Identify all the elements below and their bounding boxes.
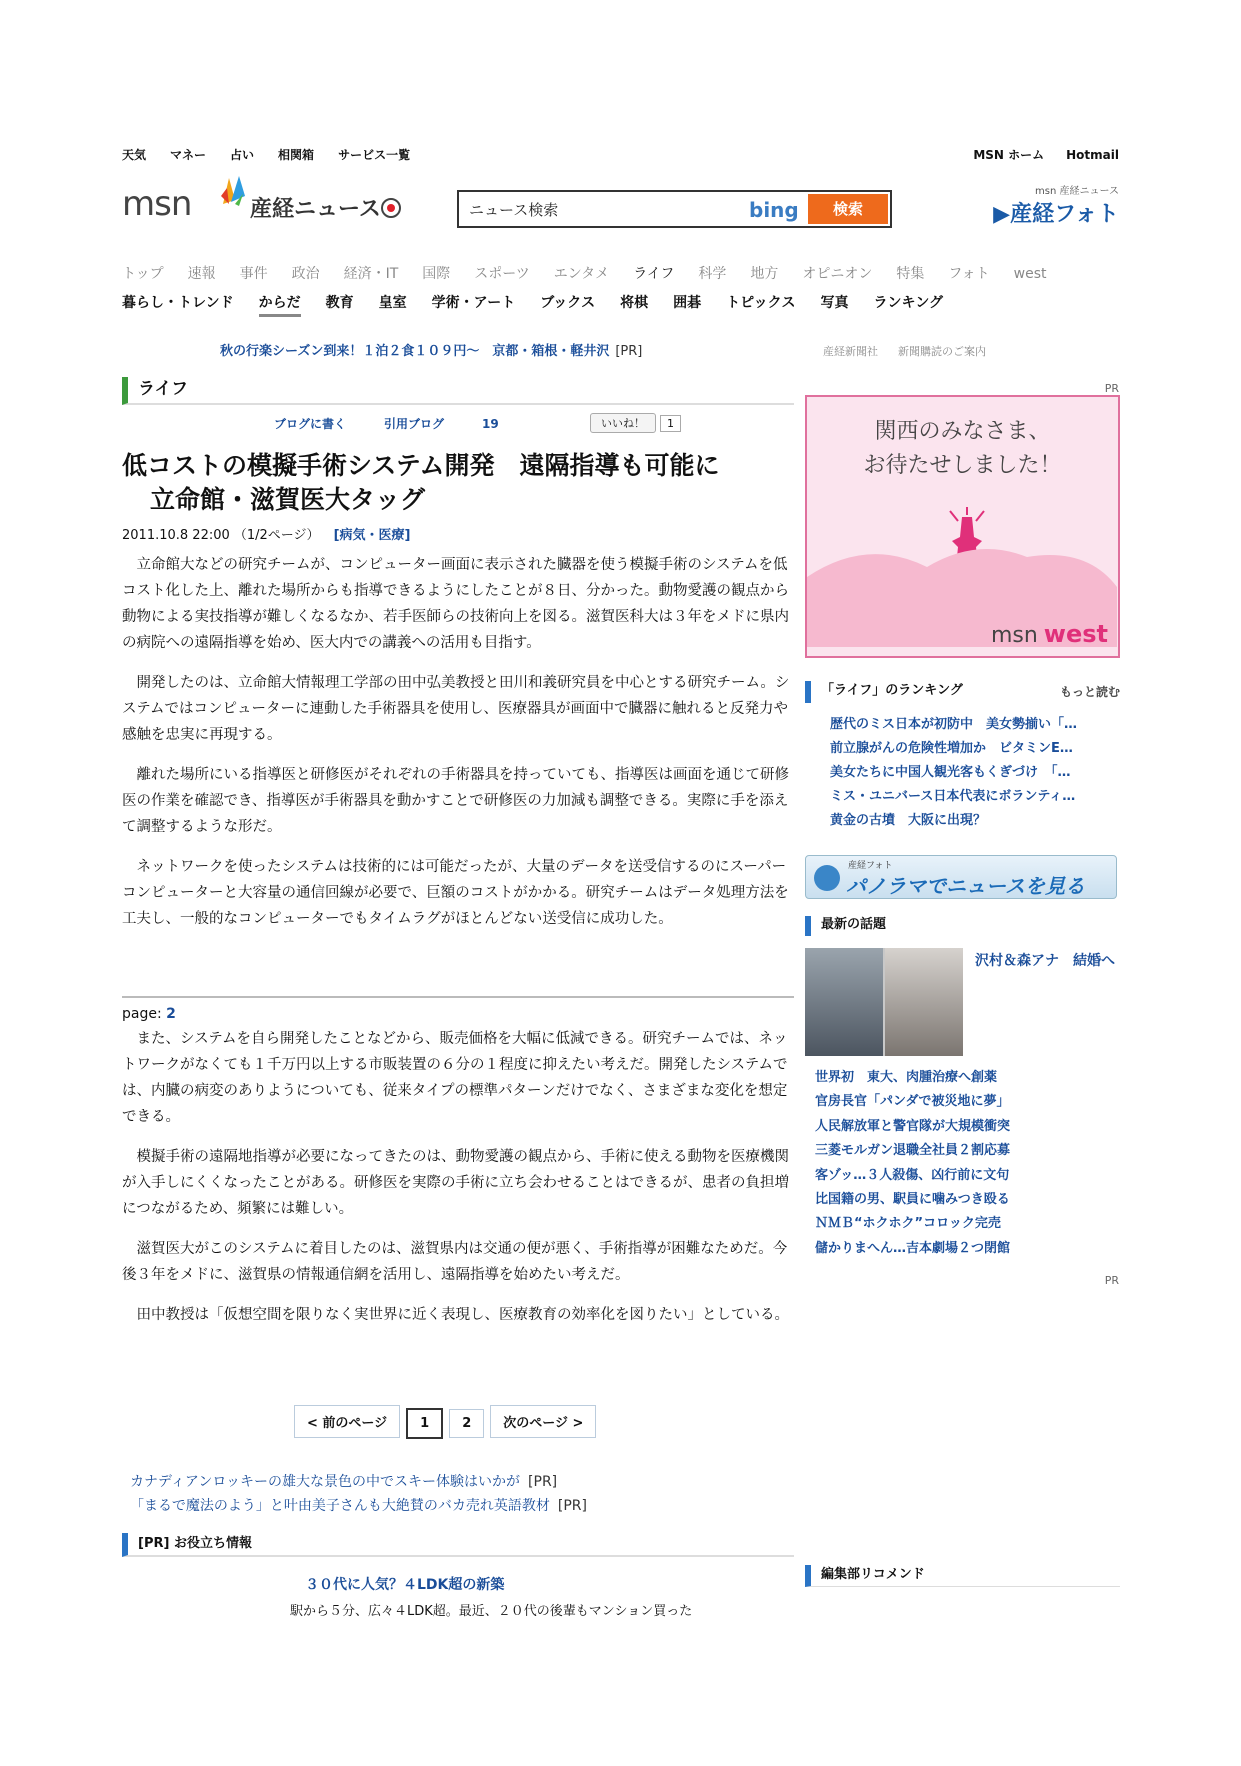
article-paragraph: 開発したのは、立命館大情報理工学部の田中弘美教授と田川和義研究員を中心とする研究チーム。システムではコンピューターに連動した手術器具を使用し、医療器具が画面中で臓器に触れると反発力や感触を忠実に再現する。 bbox=[122, 675, 790, 743]
like-widget bbox=[590, 413, 681, 433]
article-paragraph: 立命館大などの研究チームが、コンピューター画面に表示された臓器を使う模擬手術のシステムを低コスト化した上、離れた場所からも指導できるようにしたことが８日、分かった。動物愛護の観点から動物による実技指導が難しくなるなか、若手医師らの技術向上を図る。滋賀医科大は３年をメドに県内の病院への遠隔指導を始め、医大内での講義への活用も目指す。 bbox=[122, 557, 789, 651]
bing-logo: bing bbox=[749, 198, 799, 222]
nav-incidents[interactable]: 事件 bbox=[239, 266, 268, 282]
nav-world[interactable]: 国際 bbox=[422, 266, 451, 282]
util-services[interactable]: サービス一覧 bbox=[338, 148, 411, 162]
subnav-photos[interactable]: 写真 bbox=[820, 295, 849, 311]
page-number: 2 bbox=[166, 1006, 176, 1022]
news-photo[interactable] bbox=[805, 948, 963, 1056]
ranking-header: 「ライフ」のランキング もっと読む bbox=[805, 681, 1120, 703]
pr-link[interactable]: 「まるで魔法のよう」と叶由美子さんも大絶賛のバカ売れ英語教材 [PR] bbox=[130, 1498, 587, 1514]
panorama-banner[interactable] bbox=[805, 855, 1117, 899]
photo-logo-top: msn 産経ニュース bbox=[1035, 186, 1119, 197]
latest-topics-header: 最新の話題 bbox=[805, 916, 1120, 936]
corp-link-subscribe[interactable]: 新聞購読のご案内 bbox=[898, 345, 986, 358]
subnav-shogi[interactable]: 将棋 bbox=[620, 295, 649, 311]
ranking-more-link[interactable]: もっと読む bbox=[1059, 685, 1120, 699]
pr-label: PR bbox=[1104, 382, 1119, 395]
photo-caption[interactable]: 沢村＆森アナ 結婚へ bbox=[975, 953, 1115, 969]
subnav-imperial[interactable]: 皇室 bbox=[378, 295, 407, 311]
subnav-ranking[interactable]: ランキング bbox=[873, 295, 944, 311]
subnav-education[interactable]: 教育 bbox=[325, 295, 354, 311]
nav-top[interactable]: トップ bbox=[122, 266, 164, 282]
cite-count: 19 bbox=[482, 417, 499, 431]
page-2-button[interactable]: 2 bbox=[449, 1409, 484, 1438]
page-1-button[interactable]: 1 bbox=[406, 1408, 443, 1439]
nav-sports[interactable]: スポーツ bbox=[474, 266, 530, 282]
ranking-item[interactable]: 黄金の古墳 大阪に出現？ bbox=[830, 813, 987, 828]
subnav-go[interactable]: 囲碁 bbox=[673, 295, 702, 311]
latest-list bbox=[815, 1066, 1010, 1261]
ranking-list bbox=[830, 713, 1077, 833]
article-headline bbox=[122, 449, 802, 517]
article-date: 2011.10.8 22:00 （1/2ページ） bbox=[122, 528, 320, 543]
article-paragraph: 離れた場所にいる指導医と研修医がそれぞれの手術器具を持っていても、指導医は画面を通じて研修医の作業を確認でき、指導医が手術器具を動かすことで研修医の力加減も調整できる。実際に手を添えて調整するような形だ。 bbox=[122, 767, 789, 835]
pagination bbox=[294, 1405, 602, 1439]
useful-info-header: [PR] お役立ち情報 bbox=[122, 1533, 794, 1557]
nav-entertainment[interactable]: エンタメ bbox=[553, 266, 610, 282]
latest-item[interactable]: 三菱モルガン退職全社員２割応募 bbox=[815, 1143, 1011, 1159]
like-button[interactable]: いいね！ bbox=[590, 413, 656, 433]
pr-top-link[interactable]: 秋の行楽シーズン到来！１泊２食１０９円〜 京都・箱根・軽井沢 [PR] bbox=[220, 344, 643, 359]
nav-economy[interactable]: 経済・IT bbox=[343, 266, 399, 282]
article-body-page1 bbox=[122, 552, 794, 946]
corp-link-company[interactable]: 産経新聞社 bbox=[823, 345, 878, 358]
msn-west-banner[interactable] bbox=[805, 395, 1120, 658]
nav-west[interactable]: west bbox=[1013, 266, 1047, 282]
article-paragraph: ネットワークを使ったシステムは技術的には可能だったが、大量のデータを送受信するのにスーパーコンピューターと大容量の通信回線が必要で、巨額のコストがかかる。研究チームはデータ処理方法を工夫し、一般的なコンピューターでもタイムラグがほとんどない送受信に成功した。 bbox=[122, 859, 789, 927]
util-weather[interactable]: 天気 bbox=[122, 148, 147, 162]
secondary-nav bbox=[122, 292, 968, 312]
nav-politics[interactable]: 政治 bbox=[291, 266, 320, 282]
nav-breaking[interactable]: 速報 bbox=[187, 266, 216, 282]
util-advice[interactable]: 相関箱 bbox=[278, 148, 315, 162]
site-logo[interactable] bbox=[122, 170, 412, 230]
photo-right bbox=[885, 948, 963, 1056]
corp-links bbox=[823, 343, 1006, 359]
nav-life[interactable]: ライフ bbox=[633, 266, 675, 282]
latest-item[interactable]: 世界初 東大、肉腫治療へ創薬 bbox=[815, 1070, 998, 1085]
pr-links bbox=[130, 1470, 587, 1518]
butterfly-icon bbox=[217, 174, 247, 208]
banner-brand: msn west bbox=[990, 620, 1108, 648]
subnav-topics[interactable]: トピックス bbox=[726, 295, 796, 311]
ranking-item[interactable]: 前立腺がんの危険性増加か ビタミンE… bbox=[830, 741, 1073, 756]
ranking-item[interactable]: 歴代のミス日本が初防中 美女勢揃い「… bbox=[830, 717, 1078, 732]
article-body-page2 bbox=[122, 1026, 794, 1342]
blog-bar bbox=[274, 415, 537, 432]
photo-left bbox=[805, 948, 883, 1056]
play-icon: ▶ bbox=[993, 202, 1011, 227]
nav-local[interactable]: 地方 bbox=[750, 266, 779, 282]
360-icon bbox=[812, 863, 842, 893]
utility-nav bbox=[122, 146, 434, 163]
util-money[interactable]: マネー bbox=[170, 148, 207, 162]
subnav-arts[interactable]: 学術・アート bbox=[431, 295, 516, 311]
hotmail-link[interactable]: Hotmail bbox=[1066, 148, 1119, 162]
next-page-button[interactable]: 次のページ > bbox=[490, 1405, 596, 1438]
page-divider bbox=[122, 996, 794, 998]
sankei-photo-logo[interactable] bbox=[993, 182, 1119, 228]
ranking-item[interactable]: 美女たちに中国人観光客もくぎづけ 「… bbox=[830, 765, 1071, 780]
nav-features[interactable]: 特集 bbox=[896, 266, 925, 282]
article-category[interactable]: [病気・医療] bbox=[333, 528, 411, 543]
nav-science[interactable]: 科学 bbox=[698, 266, 727, 282]
util-fortune[interactable]: 占い bbox=[230, 148, 255, 162]
like-count: 1 bbox=[660, 415, 681, 432]
msn-home-link[interactable]: MSN ホーム bbox=[973, 148, 1045, 162]
search-input[interactable] bbox=[469, 200, 739, 218]
article-paragraph: 模擬手術の遠隔地指導が必要になってきたのは、動物愛護の観点から、手術に使える動物を医療機関が入手しにくくなったことがある。研修医を実際の手術に立ち会わせることはできるが、患者の負担増につながるため、頻繁には難しい。 bbox=[122, 1149, 789, 1217]
latest-item[interactable]: 比国籍の男、駅員に噛みつき殴る bbox=[815, 1192, 1010, 1208]
article-paragraph: また、システムを自ら開発したことなどから、販売価格を大幅に低減できる。研究チームでは、ネットワークがなくても１千万円以上する市販装置の６分の１程度に抑えたい考えだ。開発したシステムでは、内臓の病変のありようについても、従来タイプの標準パターンだけでなく、さまざまな変化を想定できる。 bbox=[122, 1031, 788, 1125]
primary-nav bbox=[122, 263, 1071, 283]
pano-small-label: 産経フォト bbox=[848, 861, 893, 871]
latest-item[interactable]: 客ゾッ…３人殺傷、凶行前に文句 bbox=[815, 1167, 1010, 1183]
msn-logo-text: msn bbox=[122, 184, 192, 224]
pano-text: パノラマでニュースを見る bbox=[846, 874, 1085, 898]
useful-info-title[interactable]: ３０代に人気？４LDK超の新築 bbox=[305, 1577, 505, 1593]
latest-item[interactable]: 儲かりまへん…吉本劇場２つ閉館 bbox=[815, 1240, 1011, 1256]
pr-label-bottom: PR bbox=[1104, 1274, 1119, 1287]
ranking-item[interactable]: ミス・ユニバース日本代表にボランティ… bbox=[830, 789, 1076, 804]
headline-line1: 低コストの模擬手術システム開発 遠隔指導も可能に bbox=[122, 451, 720, 480]
headline-line2: 立命館・滋賀医大タッグ bbox=[150, 485, 426, 514]
utility-nav-right bbox=[951, 146, 1119, 163]
recommend-header: 編集部リコメンド bbox=[805, 1565, 1120, 1587]
latest-item[interactable]: 官房長官「パンダで被災地に夢」 bbox=[815, 1094, 1010, 1110]
nav-photo[interactable]: フォト bbox=[948, 266, 990, 282]
write-blog-link[interactable]: ブログに書く bbox=[274, 417, 347, 431]
sankei-mark-icon bbox=[378, 194, 404, 220]
page-label: page: 2 bbox=[122, 1006, 176, 1022]
sankei-logo-text: 産経ニュース bbox=[250, 197, 381, 222]
cite-blog-link[interactable]: 引用ブログ bbox=[384, 417, 445, 431]
search-button[interactable]: 検索 bbox=[808, 194, 888, 224]
subnav-health[interactable]: からだ bbox=[259, 295, 301, 317]
article-paragraph: 田中教授は「仮想空間を限りなく実世界に近く表現し、医療教育の効率化を図りたい」としている。 bbox=[136, 1307, 789, 1323]
nav-opinion[interactable]: オピニオン bbox=[802, 266, 873, 282]
subnav-living[interactable]: 暮らし・トレンド bbox=[122, 295, 234, 311]
photo-logo-main: ▶産経フォト bbox=[993, 202, 1119, 227]
banner-text: 関西のみなさま、 お待たせしました！ bbox=[863, 419, 1062, 478]
section-header: ライフ bbox=[122, 377, 794, 405]
useful-info-desc: 駅から５分、広々４LDK超。最近、２０代の後輩もマンション買った bbox=[290, 1604, 693, 1619]
subnav-books[interactable]: ブックス bbox=[540, 295, 596, 311]
search-box bbox=[457, 190, 892, 228]
latest-item[interactable]: 人民解放軍と警官隊が大規模衝突 bbox=[815, 1118, 1011, 1134]
article-dateline bbox=[122, 524, 410, 543]
pr-link[interactable]: カナディアンロッキーの雄大な景色の中でスキー体験はいかが [PR] bbox=[130, 1474, 558, 1490]
article-paragraph: 滋賀医大がこのシステムに着目したのは、滋賀県内は交通の便が悪く、手術指導が困難なためだ。今後３年をメドに、滋賀県の情報通信網を活用し、遠隔指導を始めたい考えだ。 bbox=[122, 1241, 788, 1283]
pr-tag: [PR] bbox=[615, 344, 643, 359]
latest-item[interactable]: ＮＭＢ“ホクホク”コロック完売 bbox=[815, 1216, 1001, 1232]
prev-page-button[interactable]: < 前のページ bbox=[294, 1405, 400, 1438]
